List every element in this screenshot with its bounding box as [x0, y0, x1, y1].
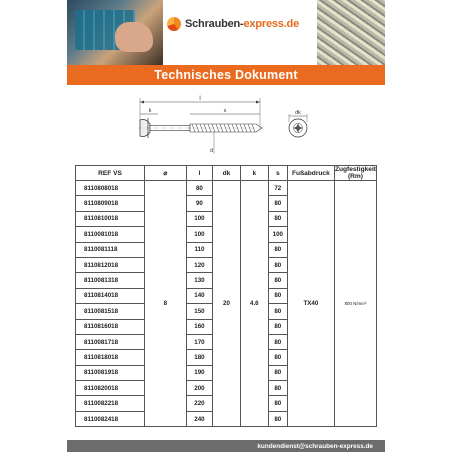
cell-length: 100 — [186, 211, 212, 226]
cell-tensile: 800 N/mm² — [334, 181, 376, 427]
footer-bar — [67, 440, 385, 452]
cell-thread-length: 80 — [268, 257, 287, 272]
cell-length: 100 — [186, 227, 212, 242]
hand-image — [115, 22, 153, 52]
cell-ref: 8110081918 — [76, 365, 145, 380]
cell-ref: 8110081118 — [76, 242, 145, 257]
cell-thread-length: 80 — [268, 319, 287, 334]
cell-length: 170 — [186, 334, 212, 349]
dim-label-dk: dk — [295, 110, 301, 116]
cell-ref: 8110816018 — [76, 319, 145, 334]
cell-head-height: 4.6 — [240, 181, 268, 427]
col-header-tensile: Zugfestigkeit (Rm) — [334, 166, 376, 180]
logo-circle-icon — [167, 17, 181, 31]
screw-technical-drawing — [110, 94, 330, 160]
header-banner — [67, 0, 385, 82]
cell-thread-length: 80 — [268, 411, 287, 426]
brand-name-main: Schrauben- — [185, 18, 244, 30]
cell-length: 220 — [186, 396, 212, 411]
cell-ref: 8110081518 — [76, 304, 145, 319]
cell-ref: 8110082418 — [76, 411, 145, 426]
cell-diameter: 8 — [145, 181, 187, 427]
cell-ref: 8110081018 — [76, 227, 145, 242]
header-photo-screws — [317, 0, 385, 65]
cell-thread-length: 80 — [268, 196, 287, 211]
cell-length: 140 — [186, 288, 212, 303]
dim-label-k: k — [148, 108, 152, 114]
brand-name — [185, 18, 299, 30]
contact-email[interactable]: kundendienst@schrauben-express.de — [257, 442, 373, 450]
cell-ref: 8110812018 — [76, 257, 145, 272]
col-header-diameter: ⌀ — [145, 166, 187, 181]
cell-length: 80 — [186, 181, 212, 196]
cell-thread-length: 80 — [268, 396, 287, 411]
cell-ref: 8110808018 — [76, 181, 145, 196]
cell-thread-length: 80 — [268, 304, 287, 319]
col-header-head-height: k — [240, 166, 268, 181]
cell-thread-length: 80 — [268, 211, 287, 226]
table-row — [76, 181, 377, 196]
cell-length: 190 — [186, 365, 212, 380]
cell-head-diameter: 20 — [213, 181, 241, 427]
cell-thread-length: 80 — [268, 365, 287, 380]
cell-ref: 8110810018 — [76, 211, 145, 226]
dim-label-l: l — [199, 96, 201, 102]
cell-ref: 8110820018 — [76, 381, 145, 396]
dim-label-d: d — [210, 148, 214, 154]
cell-thread-length: 80 — [268, 334, 287, 349]
header-photo-workshop — [67, 0, 163, 65]
cell-length: 200 — [186, 381, 212, 396]
cell-ref: 8110809018 — [76, 196, 145, 211]
cell-length: 130 — [186, 273, 212, 288]
cell-thread-length: 100 — [268, 227, 287, 242]
cell-length: 90 — [186, 196, 212, 211]
col-header-length: l — [186, 166, 212, 181]
cell-thread-length: 80 — [268, 273, 287, 288]
specification-table — [75, 165, 377, 427]
col-header-ref: REF VS — [76, 166, 145, 181]
brand-logo[interactable] — [167, 17, 299, 31]
cell-length: 110 — [186, 242, 212, 257]
cell-length: 120 — [186, 257, 212, 272]
cell-length: 150 — [186, 304, 212, 319]
col-header-drive: Fußabdruck — [287, 166, 334, 181]
table-header-row — [76, 166, 377, 181]
brand-name-ext: express.de — [243, 18, 299, 30]
col-header-head-diameter: dk — [213, 166, 241, 181]
cell-drive: TX40 — [287, 181, 334, 427]
dim-label-s: s — [223, 108, 227, 114]
cell-ref: 8110081718 — [76, 334, 145, 349]
document-title: Technisches Dokument — [67, 65, 385, 85]
cell-thread-length: 80 — [268, 381, 287, 396]
cell-ref: 8110814018 — [76, 288, 145, 303]
cell-ref: 8110081318 — [76, 273, 145, 288]
cell-ref: 8110082218 — [76, 396, 145, 411]
cell-thread-length: 72 — [268, 181, 287, 196]
cell-ref: 8110818018 — [76, 350, 145, 365]
cell-length: 180 — [186, 350, 212, 365]
cell-length: 160 — [186, 319, 212, 334]
col-header-thread-length: s — [268, 166, 287, 181]
cell-thread-length: 80 — [268, 242, 287, 257]
cell-thread-length: 80 — [268, 350, 287, 365]
cell-thread-length: 80 — [268, 288, 287, 303]
cell-length: 240 — [186, 411, 212, 426]
